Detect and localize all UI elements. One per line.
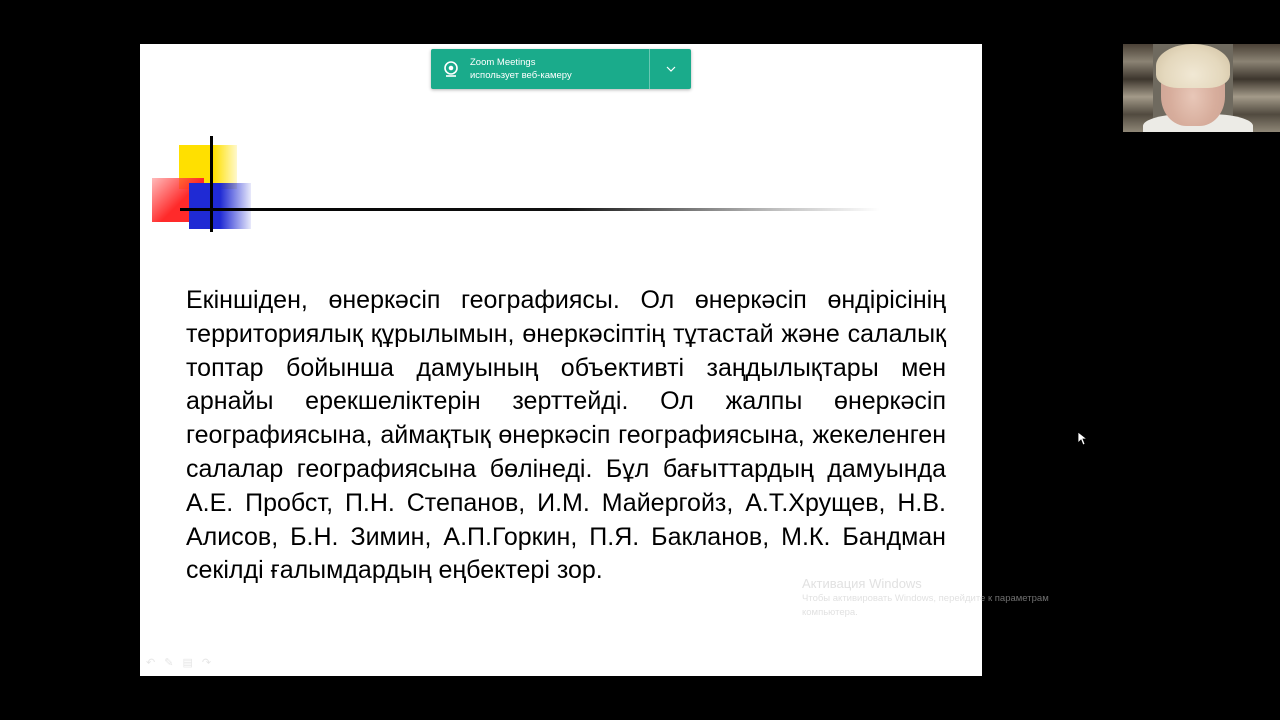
activation-title: Активация Windows bbox=[802, 576, 922, 591]
logo-vertical-line bbox=[210, 136, 213, 232]
webcam-thumbnail[interactable] bbox=[1123, 44, 1280, 132]
menu-icon[interactable]: ▤ bbox=[182, 657, 193, 669]
mouse-cursor-icon bbox=[1078, 432, 1088, 451]
chevron-down-icon[interactable] bbox=[650, 49, 691, 89]
title-divider-line bbox=[180, 208, 880, 211]
forward-arrow-icon[interactable]: ↷ bbox=[201, 657, 212, 669]
zoom-notification-text bbox=[466, 56, 649, 82]
zoom-webcam-notification[interactable] bbox=[431, 49, 691, 89]
windows-activation-watermark bbox=[802, 576, 1092, 620]
webcam-icon bbox=[436, 60, 466, 78]
slide-body-text: Екіншіден, өнеркәсіп географиясы. Ол өнеркәсіп өндірісінің территориялық құрылымын, өнеркәсіптің тұтастай және салалық топтар бойынша дамуының объективті заңдылықтары мен арнайы ерекшеліктерін зерттейді. Ол жалпы өнеркәсіп географиясына, аймақтық өнеркәсіп географиясына, жекеленген салалар географиясына бөлінеді. Бұл бағыттардың дамуында А.Е. Пробст, П.Н. Степанов, И.М. Майергойз, А.Т.Хрущев, Н.В. Алисов, Б.Н. Зимин, А.П.Горкин, П.Я. Бакланов, М.К. Бандман секілді ғалымдардың еңбектері зор. bbox=[186, 286, 946, 585]
zoom-notification-subtitle: использует веб-камеру bbox=[470, 70, 572, 81]
activation-subtitle: Чтобы активировать Windows, перейдите к параметрам компьютера. bbox=[802, 593, 1049, 618]
zoom-notification-title: Zoom Meetings bbox=[470, 57, 536, 68]
pen-icon[interactable]: ✎ bbox=[164, 657, 174, 669]
presenter-hair bbox=[1156, 44, 1230, 88]
logo-blue-square bbox=[189, 183, 251, 229]
slideshow-nav-toolbar bbox=[146, 656, 211, 669]
back-arrow-icon[interactable]: ↶ bbox=[146, 657, 156, 669]
